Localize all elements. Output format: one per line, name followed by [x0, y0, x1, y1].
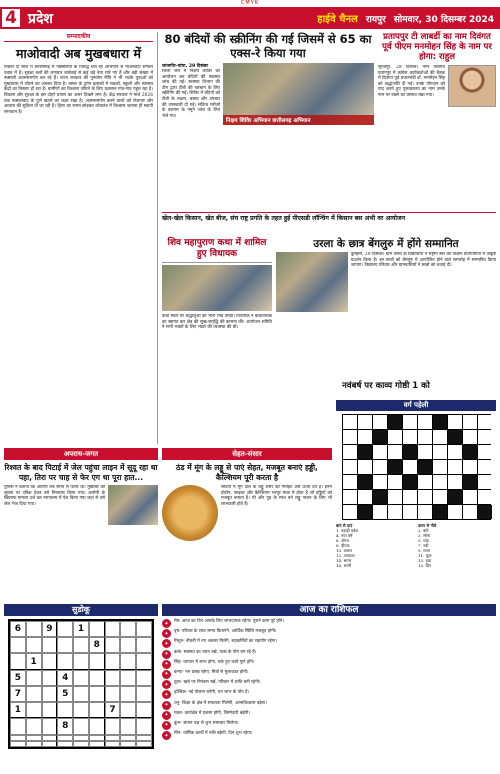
crossword-black-cell [463, 475, 477, 489]
sudoku-cell [136, 670, 152, 686]
horoscope-item [162, 639, 496, 648]
main-story-body: जिला जेल में निक्षय शिविर का आयोजन कर बंदियों की स्वास्थ्य जांच की गई। स्वास्थ्य विभाग की टीम द्वारा टीबी की पहचान के लिए स्क्रीनिंग की गई। शिविर में बंदियों को टीबी के लक्षण, बचाव और उपचार की जानकारी दी गई। संदिग्ध मरीजों के बलगम के नमूने जांच के लिए भेजे गए। [162, 69, 220, 119]
crossword-black-cell [463, 445, 477, 459]
horoscope-text: कर्क- स्वास्थ्य का ध्यान रखें, यात्रा के योग बन रहे हैं। [174, 649, 257, 655]
sudoku-cell [89, 670, 105, 686]
health-band: सेहत-संसार [162, 448, 332, 460]
sudoku-cell [42, 670, 58, 686]
health-section [162, 448, 332, 600]
sudoku-cell [120, 637, 136, 653]
sudoku-cell: 8 [57, 718, 73, 734]
editorial-column [4, 32, 158, 444]
sudoku-cell [105, 653, 121, 669]
sudoku-cell [136, 702, 152, 718]
crossword-cell [373, 415, 387, 429]
zodiac-icon: ✦ [162, 680, 171, 689]
editorial-label: सम्पादकीय [4, 32, 153, 42]
sudoku-cell [73, 702, 89, 718]
sudoku-cell [105, 621, 121, 637]
editorial-headline: माओवादी अब मुखबधारा में [16, 46, 141, 61]
sudoku-cell [57, 741, 73, 747]
health-body: सर्दियों में मूंग दाल के लड्डू शरीर को गर्माहट और ऊर्जा देते हैं। इनमें प्रोटीन, फाइबर और कैल्शियम भरपूर मात्रा में होता है जो हड्डियों को मजबूत बनाता है। घी और गुड़ के साथ बने लड्डू पाचन के लिए भी लाभकारी होते हैं। [221, 485, 332, 507]
sudoku-cell [105, 637, 121, 653]
sudoku-cell [73, 718, 89, 734]
zodiac-icon: ✦ [162, 711, 171, 720]
crossword-cell [388, 430, 402, 444]
crossword-cell [448, 460, 462, 474]
sudoku-cell: 7 [10, 686, 26, 702]
crossword-cell [433, 490, 447, 504]
horoscope-text: सिंह- व्यापार में लाभ होगा, रुके हुए कार्य पूर्ण होंगे। [174, 659, 255, 665]
horoscope-text: कुंभ- संतान पक्ष से शुभ समाचार मिलेगा। [174, 720, 239, 726]
crossword-cell [418, 505, 432, 519]
crossword-cell [433, 445, 447, 459]
crossword-cell [433, 460, 447, 474]
sudoku-cell: 1 [10, 702, 26, 718]
zodiac-icon: ✦ [162, 660, 171, 669]
zodiac-icon: ✦ [162, 701, 171, 710]
crossword-cell [478, 460, 492, 474]
crossword-title: वर्ग पहेली [336, 400, 496, 411]
main-story-photo-caption: निक्षय शिविर अभियान छत्तीसगढ़ अभियान [223, 115, 374, 125]
shiv-story-photo [162, 265, 272, 311]
sudoku-cell [42, 686, 58, 702]
shiv-mahapuran-story [162, 238, 272, 447]
crossword-cell [388, 475, 402, 489]
crossword-cell [478, 490, 492, 504]
section-title: प्रदेश [28, 10, 53, 27]
crossword-cell [478, 445, 492, 459]
sudoku-cell: 7 [105, 702, 121, 718]
crossword-cell [463, 415, 477, 429]
sudoku-cell [26, 741, 42, 747]
sudoku-section [4, 604, 158, 770]
crossword-cell [388, 505, 402, 519]
sudoku-cell [26, 702, 42, 718]
crossword-cell [478, 430, 492, 444]
sudoku-cell: 6 [10, 621, 26, 637]
horoscope-text: मेष- आज का दिन आपके लिए लाभदायक रहेगा। पुराने काम पूरे होंगे। [174, 619, 284, 624]
crossword-black-cell [433, 505, 447, 519]
horoscope-item [162, 701, 496, 710]
clue-across: 16. धरती [336, 563, 352, 568]
print-registration-bar [0, 0, 500, 6]
november-story-headline: नवंबर्ष पर काव्य गोष्ठी 1 को [342, 381, 430, 391]
sudoku-cell [120, 741, 136, 747]
clue-across: 14. सागर [336, 558, 352, 563]
sudoku-cell [120, 653, 136, 669]
sudoku-cell [10, 637, 26, 653]
clues-across-label: बाएं से दाएं [336, 523, 353, 528]
horoscope-text: कन्या- मन प्रसन्न रहेगा, मित्रों से मुलाकात होगी। [174, 669, 249, 675]
sudoku-cell [89, 718, 105, 734]
crossword-black-cell [358, 505, 372, 519]
right-story-body: सूरजपुर, 29 दिसंबर। नगर पंचायत प्रतापपुर में कांग्रेस कार्यकर्ताओं की बैठक में दिवंगत पूर्व प्रधानमंत्री डॉ. मनमोहन सिंह को श्रद्धांजलि दी गई। उनके योगदान को याद करते हुए पुस्तकालय का नाम उनके नाम पर रखने का प्रस्ताव रखा गया। [378, 65, 445, 98]
horoscope-item [162, 731, 496, 740]
sudoku-cell [120, 702, 136, 718]
shiv-story-body: कथा स्थल पर श्रद्धालुओं की भारी भीड़ उमड़ी। विधायक ने कथावाचक का स्वागत कर क्षेत्र की सुख-समृद्धि की कामना की। आयोजन समिति ने सभी भक्तों के लिए भंडारे की व्यवस्था की थी। [162, 314, 272, 331]
crossword-cell [448, 505, 462, 519]
crossword-cell [373, 505, 387, 519]
crossword-black-cell [448, 430, 462, 444]
crossword-cell [373, 445, 387, 459]
crossword-cell [343, 490, 357, 504]
crossword-cell [403, 430, 417, 444]
student-story-body: कुम्हारी, 29 दिसंबर। ग्राम उरला के विद्यार्थियों ने राष्ट्रीय स्तर की विज्ञान प्रतियोगिता में उत्कृष्ट प्रदर्शन किया है। इन छात्रों को बेंगलुरु में आयोजित होने वाले समारोह में सम्मानित किया जाएगा। विद्यालय परिवार और ग्रामवासियों ने छात्रों को बधाई दी। [351, 252, 496, 269]
zodiac-icon: ✦ [162, 721, 171, 730]
sudoku-cell [42, 637, 58, 653]
sudoku-cell [42, 741, 58, 747]
sudoku-cell: 4 [57, 670, 73, 686]
crime-headline: रिश्वत के बाद पिटाई में जेल पहुंचा लाइन में सूदू रहा था पहा, तिरा पर चाह से फेर एग था पूरा हात... [4, 463, 158, 482]
clue-across: 6. जंगल [336, 538, 350, 543]
sudoku-cell [105, 686, 121, 702]
sudoku-grid [8, 619, 154, 749]
crossword-cell [358, 415, 372, 429]
horoscope-text: वृष- परिवार के साथ समय बिताएंगे, आर्थिक स्थिति मजबूत होगी। [174, 629, 277, 635]
sudoku-cell [10, 718, 26, 734]
sudoku-cell [26, 637, 42, 653]
horoscope-section [162, 604, 496, 770]
zodiac-icon: ✦ [162, 731, 171, 740]
crossword-cell [433, 430, 447, 444]
sudoku-cell [89, 702, 105, 718]
horoscope-item [162, 690, 496, 699]
crossword-cell [358, 430, 372, 444]
strip-headline: खेल-खेल किसान, खेत बीज, संघ राष्ट्र प्रगति के तहत हुई पीएसडी लॉन्चिंग में किसान बस अभी वर आयोजन [162, 212, 496, 234]
horoscope-text: धनु- शिक्षा के क्षेत्र में सफलता मिलेगी, आत्मविश्वास बढ़ेगा। [174, 700, 268, 706]
sudoku-cell [73, 653, 89, 669]
horoscope-item [162, 629, 496, 638]
crime-band: अपराध-जगत [4, 448, 158, 460]
crime-body: पुलिस ने बताया कि आरोपी लंबे समय से फरार था। मुखबिर की सूचना पर दबिश देकर उसे गिरफ्तार किया गया। आरोपी के खिलाफ मामला दर्ज कर न्यायालय में पेश किया गया जहां से उसे जेल भेज दिया गया। [4, 485, 105, 507]
horoscope-text: तुला- खर्च पर नियंत्रण रखें, परिवार में शांति बनी रहेगी। [174, 680, 261, 686]
horoscope-list [162, 619, 496, 740]
clue-across: 10. कमल [336, 548, 352, 553]
sudoku-cell: 9 [42, 621, 58, 637]
crossword-cell [448, 475, 462, 489]
clue-down: 3. सोना [418, 533, 431, 538]
laddoo-photo [162, 485, 218, 541]
main-story-headline: 80 बंदियों की स्क्रीनिंग की गई जिसमें से 65 का एक्स-रे किया गया [164, 32, 372, 60]
crossword-black-cell [448, 490, 462, 504]
crossword-black-cell [373, 490, 387, 504]
crossword-black-cell [373, 430, 387, 444]
crossword-cell [463, 490, 477, 504]
clue-down: 13. हवा [418, 558, 432, 563]
health-headline: ठंड में मूंग के लड्डू से पाएं सेहत, मजबूत बनाएं हड्डी, कैल्शियम पूरी करता है [176, 463, 318, 482]
crossword-black-cell [388, 415, 402, 429]
sudoku-cell [10, 741, 26, 747]
horoscope-item [162, 660, 496, 669]
sudoku-cell [105, 670, 121, 686]
sudoku-cell: 5 [10, 670, 26, 686]
crossword-cell [463, 505, 477, 519]
sudoku-cell [42, 702, 58, 718]
horoscope-item [162, 721, 496, 730]
sudoku-cell [26, 621, 42, 637]
sudoku-cell [73, 741, 89, 747]
page-number: 4 [0, 7, 22, 29]
clue-down: 7. नदी [418, 543, 429, 548]
crossword-cell [343, 460, 357, 474]
clue-down: 11. फूल [418, 553, 432, 558]
horoscope-title: आज का राशिफल [162, 604, 496, 616]
crossword-cell [418, 490, 432, 504]
crossword-cell [343, 475, 357, 489]
sudoku-cell [57, 653, 73, 669]
sudoku-cell [26, 686, 42, 702]
zodiac-icon: ✦ [162, 629, 171, 638]
crossword-cell [463, 430, 477, 444]
horoscope-text: मीन- धार्मिक कार्यों में रुचि बढ़ेगी, दिन शुभ रहेगा। [174, 731, 253, 737]
sudoku-cell [120, 621, 136, 637]
clues-down-label: ऊपर से नीचे [418, 523, 437, 528]
crossword-black-cell [418, 460, 432, 474]
sudoku-cell [10, 653, 26, 669]
clues-down-list [418, 528, 496, 568]
crossword-cell [418, 445, 432, 459]
zodiac-icon: ✦ [162, 650, 171, 659]
sudoku-cell [57, 621, 73, 637]
crime-section [4, 448, 158, 600]
right-story-headline: प्रतापपुर टी लाबर्डी का नाम दिवंगत पूर्व पीएम मनमोहन सिंह के नाम पर होगा: राहुल [382, 32, 492, 62]
horoscope-text: वृश्चिक- नई योजना बनेगी, धन लाभ के योग हैं। [174, 690, 250, 696]
newspaper-name: हाईवे चैनल [317, 14, 358, 25]
zodiac-icon: ✦ [162, 639, 171, 648]
crossword-cell [418, 415, 432, 429]
horoscope-item [162, 711, 496, 720]
sudoku-cell [89, 686, 105, 702]
sudoku-cell [136, 718, 152, 734]
crossword-cell [403, 460, 417, 474]
student-story-headline: उरला के छात्र बेंगलुरु में होंगे सम्मानित [313, 238, 459, 250]
portrait-photo [448, 65, 496, 107]
sudoku-cell [73, 670, 89, 686]
clue-down: 15. दिन [418, 563, 432, 568]
zodiac-icon: ✦ [162, 619, 171, 628]
zodiac-icon: ✦ [162, 690, 171, 699]
clue-down: 5. चांद [418, 538, 429, 543]
crossword-cell [373, 475, 387, 489]
clue-down: 9. राजा [418, 548, 430, 553]
crossword-black-cell [388, 460, 402, 474]
crossword-section [336, 400, 496, 600]
sudoku-cell [136, 653, 152, 669]
horoscope-item [162, 619, 496, 628]
sudoku-cell: 1 [26, 653, 42, 669]
clue-across: 12. आकाश [336, 553, 355, 558]
cmyk-mark: CMYK [240, 0, 260, 6]
sudoku-cell [73, 686, 89, 702]
crossword-cell [433, 475, 447, 489]
crossword-cell [403, 505, 417, 519]
sudoku-cell [120, 686, 136, 702]
sudoku-cell [73, 637, 89, 653]
clue-across: 1. पहाड़ी प्रदेश [336, 528, 359, 533]
horoscope-item [162, 670, 496, 679]
crossword-cell [448, 445, 462, 459]
crossword-cell [418, 475, 432, 489]
horoscope-item [162, 680, 496, 689]
crossword-cell [388, 490, 402, 504]
crossword-cell [448, 415, 462, 429]
clue-down: 2. बर्फ [418, 528, 429, 533]
crossword-cell [343, 415, 357, 429]
crossword-black-cell [358, 475, 372, 489]
student-story-photo [276, 252, 348, 312]
horoscope-item [162, 650, 496, 659]
clue-across: 4. नया वर्ष [336, 533, 353, 538]
crossword-cell [418, 430, 432, 444]
sudoku-title: सुडोकू [4, 604, 158, 616]
sudoku-cell: 8 [89, 637, 105, 653]
crossword-grid [342, 414, 491, 520]
sudoku-cell [57, 702, 73, 718]
sudoku-cell [136, 686, 152, 702]
crossword-cell [403, 490, 417, 504]
sudoku-cell [105, 718, 121, 734]
sudoku-cell [136, 637, 152, 653]
sudoku-cell: 5 [57, 686, 73, 702]
masthead [0, 7, 500, 29]
crime-photo [108, 485, 158, 525]
clues-across-list [336, 528, 414, 568]
crossword-cell [388, 445, 402, 459]
crossword-cell [373, 460, 387, 474]
sudoku-cell [136, 741, 152, 747]
sudoku-cell [89, 653, 105, 669]
crossword-cell [358, 490, 372, 504]
sudoku-cell [89, 741, 105, 747]
crossword-black-cell [403, 475, 417, 489]
sudoku-cell [26, 718, 42, 734]
crossword-black-cell [478, 505, 492, 519]
crossword-cell [343, 445, 357, 459]
sudoku-cell [42, 718, 58, 734]
crossword-cell [343, 505, 357, 519]
edition-city: रायपुर [365, 14, 386, 25]
clue-across: 8. दीपक [336, 543, 350, 548]
horoscope-text: मिथुन- नौकरी में नए अवसर मिलेंगे, सहकर्मियों का सहयोग रहेगा। [174, 639, 278, 645]
sudoku-cell [105, 741, 121, 747]
sudoku-cell [136, 621, 152, 637]
crossword-clues [336, 523, 496, 568]
crossword-cell [403, 415, 417, 429]
crossword-cell [343, 430, 357, 444]
right-story [378, 32, 496, 212]
sudoku-cell: 1 [73, 621, 89, 637]
sudoku-cell [120, 670, 136, 686]
sudoku-cell [57, 637, 73, 653]
crossword-cell [478, 475, 492, 489]
crossword-cell [478, 415, 492, 429]
edition-date: सोमवार, 30 दिसम्बर 2024 [393, 14, 494, 25]
crossword-black-cell [433, 415, 447, 429]
crossword-cell [463, 460, 477, 474]
sudoku-cell [120, 718, 136, 734]
sudoku-cell [42, 653, 58, 669]
main-story-dateline: जांजगीर-चांपा, 29 दिसंबर [162, 64, 209, 69]
editorial-body: पिछले दो साल में छत्तीसगढ़ में नक्सलियों के विरुद्ध चल रहे अभियान से माओवादी संगठन दबाव में है। सुरक्षा बलों की लगातार कार्रवाई से कई बड़े नेता मारे गए हैं और बड़ी संख्या में नक्सली आत्मसमर्पण कर रहे हैं। राज्य सरकार की पुनर्वास नीति ने भी भटके युवाओं को मुख्यधारा में लौटने का अवसर दिया है। बस्तर के दुर्गम इलाकों में सड़कों, स्कूलों और स्वास्थ्य केंद्रों का विस्तार हो रहा है। ग्रामीणों का विश्वास जीतने के लिए प्रशासन गांव-गांव पहुंच रहा है। विकास और सुरक्षा के इस दोहरे प्रयास का असर दिखने लगा है। केंद्र सरकार ने मार्च 2026 तक नक्सलवाद के पूर्ण खात्मे का लक्ष्य रखा है। आत्मसमर्पण करने वालों को रोजगार और आवास की सुविधा दी जा रही है। हिंसा का रास्ता छोड़कर लोकतंत्र में विश्वास जताना ही स्थायी समाधान है। [4, 65, 153, 115]
crossword-cell [358, 460, 372, 474]
crossword-black-cell [403, 445, 417, 459]
zodiac-icon: ✦ [162, 670, 171, 679]
crossword-black-cell [358, 445, 372, 459]
shiv-story-headline: शिव महापुराण कथा में शामिल हुए विधायक [162, 238, 272, 263]
horoscope-text: मकर- कार्यक्षेत्र में प्रशंसा होगी, जिम्मेदारी बढ़ेगी। [174, 710, 250, 716]
sudoku-cell [89, 621, 105, 637]
sudoku-cell [26, 670, 42, 686]
main-story-photo [223, 63, 374, 125]
